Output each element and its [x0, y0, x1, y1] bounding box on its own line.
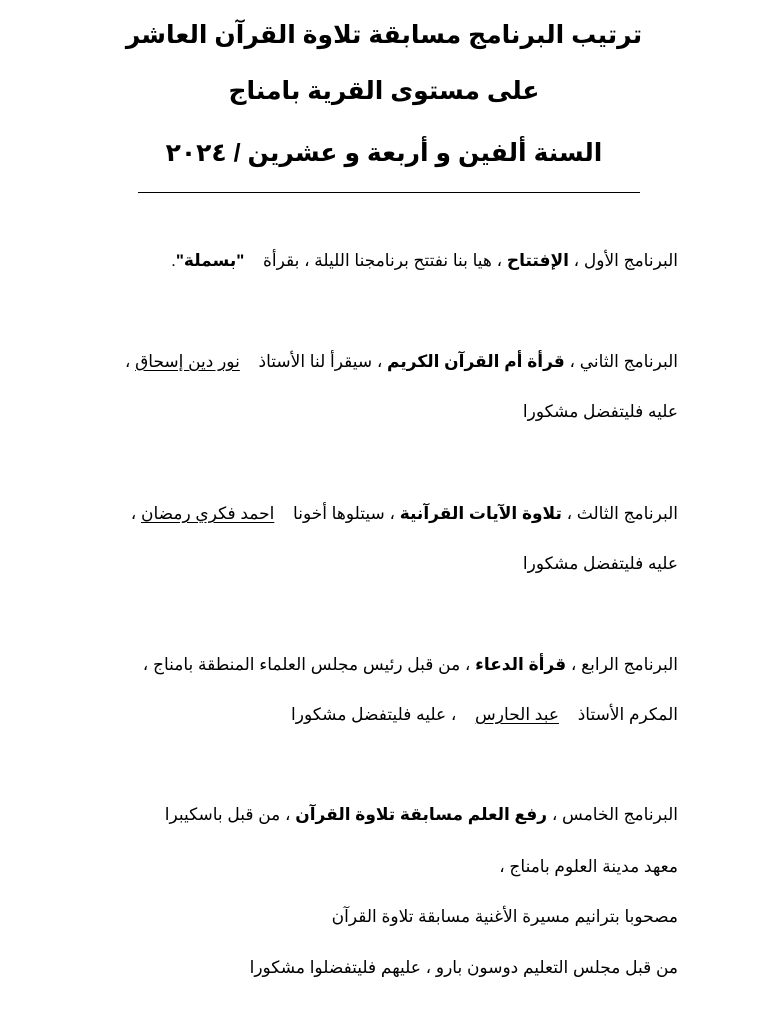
program-2-comma: ، — [124, 352, 136, 371]
program-3-line-1 — [131, 502, 678, 526]
program-3-text-2: ، سيتلوها أخونا — [288, 504, 400, 523]
program-4-person-name: عبد الحارس — [475, 705, 559, 724]
program-1-period: . — [171, 251, 176, 270]
program-1-heading: الإفتتاح — [506, 251, 569, 270]
program-5-text: البرنامج الخامس ، — [547, 805, 678, 824]
program-2-text: البرنامج الثاني ، — [564, 352, 678, 371]
program-5-line-3: مصحوبا بترانيم مسيرة الأغنية مسابقة تلاوة القرآن — [331, 907, 678, 926]
title-line-2: على مستوى القرية بامناج — [228, 77, 540, 105]
program-4-heading: قرأة الدعاء — [475, 655, 567, 674]
title-line-1: ترتيب البرنامج مسابقة تلاوة القرآن العاشر — [125, 21, 643, 49]
program-4-line-1 — [143, 653, 678, 677]
program-3-heading: تلاوة الآيات القرآنية — [399, 504, 562, 523]
program-1-text: البرنامج الأول ، — [568, 251, 678, 270]
program-2-text-2: ، سيقرأ لنا الأستاذ — [253, 352, 388, 371]
program-5-line-4: من قبل مجلس التعليم دوسون بارو ، عليهم فليتفضلوا مشكورا — [249, 958, 678, 977]
program-3-comma: ، — [130, 504, 141, 523]
program-4-line-2 — [291, 703, 678, 727]
program-4-text-2: ، من قبل رئيس مجلس العلماء المنطقة بامناج ، — [142, 655, 476, 674]
program-3-line-2: عليه فليتفضل مشكورا — [522, 554, 678, 573]
program-4-text: البرنامج الرابع ، — [566, 655, 678, 674]
title-line-3: السنة ألفين و أربعة و عشرين / ٢٠٢٤ — [165, 139, 603, 167]
program-5-heading: رفع العلم مسابقة تلاوة القرآن — [295, 805, 548, 824]
program-2-line-2: عليه فليتفضل مشكورا — [522, 402, 678, 421]
program-2-line-1 — [125, 350, 678, 374]
program-4-text-3: ، عليه فليتفضل مشكورا — [291, 705, 462, 724]
program-1-text-2: ، هيا بنا نفتتح برنامجنا الليلة ، بقرأة — [258, 251, 507, 270]
program-5-text-2: ، من قبل باسكيبرا — [164, 805, 296, 824]
program-2-heading: قرأة أم القرآن الكريم — [387, 352, 565, 371]
program-3-text: البرنامج الثالث ، — [561, 504, 678, 523]
header-divider — [138, 192, 640, 193]
program-3-reciter-name: احمد فكري رمضان — [140, 504, 275, 523]
program-5-line-2: معهد مدينة العلوم بامناج ، — [499, 857, 678, 876]
program-2-reciter-name: نور دين إسحاق — [135, 352, 240, 371]
program-1-basmala: "بسملة" — [175, 251, 245, 270]
program-5-line-1 — [165, 803, 678, 827]
program-4-title: المكرم الأستاذ — [572, 705, 678, 724]
program-1-line-1 — [171, 249, 678, 273]
